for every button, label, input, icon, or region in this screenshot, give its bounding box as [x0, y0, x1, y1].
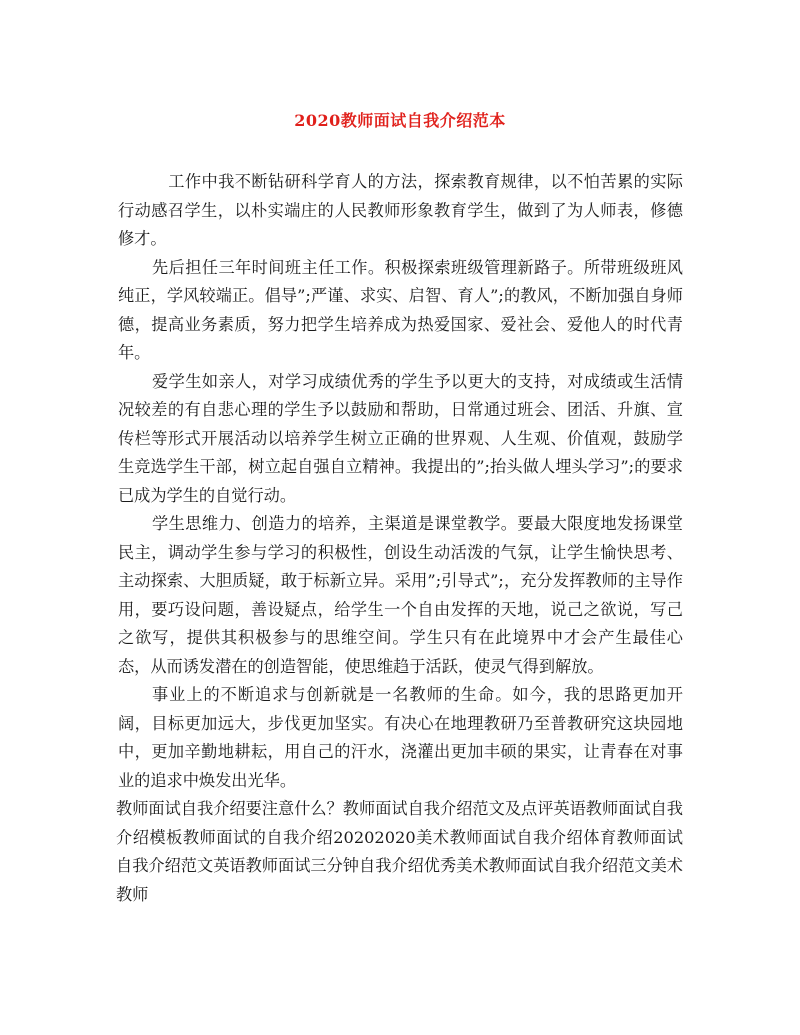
paragraph-3: 爱学生如亲人，对学习成绩优秀的学生予以更大的支持，对成绩或生活情况较差的有自悲心理的学生予以鼓励和帮助，日常通过班会、团活、升旗、宣传栏等形式开展活动以培养学生树立正确的世界观、人生观、价值观，鼓励学生竞选学生干部，树立起自强自立精神。我提出的”;抬头做人埋头学习”;的要求已成为学生的自觉行动。 [118, 371, 683, 505]
paragraph-2: 先后担任三年时间班主任工作。积极探索班级管理新路子。所带班级班风纯正，学风较端正。倡导”;严谨、求实、启智、育人”;的教风，不断加强自身师德，提高业务素质，努力把学生培养成为热爱国家、爱社会、爱他人的时代青年。 [118, 257, 683, 362]
document-title: 2020教师面试自我介绍范本 [294, 111, 506, 130]
related-articles-text: 教师面试自我介绍要注意什么？教师面试自我介绍范文及点评英语教师面试自我介绍模板教师面试的自我介绍20202020美术教师面试自我介绍体育教师面试自我介绍范文英语教师面试三分钟自我介绍优秀美术教师面试自我介绍范文美术教师 [116, 799, 683, 904]
paragraph-5: 事业上的不断追求与创新就是一名教师的生命。如今，我的思路更加开阔，目标更加远大，步伐更加坚实。有决心在地理教研乃至普教研究这块园地中，更加辛勤地耕耘，用自己的汗水，浇灌出更加丰硕的果实，让青春在对事业的追求中焕发出光华。 [118, 685, 683, 790]
document-body [118, 168, 683, 909]
paragraph-1: 工作中我不断钻研科学育人的方法，探索教育规律，以不怕苦累的实际行动感召学生，以朴实端庄的人民教师形象教育学生，做到了为人师表，修德修才。 [118, 172, 683, 248]
paragraph-4: 学生思维力、创造力的培养，主渠道是课堂教学。要最大限度地发扬课堂民主，调动学生参与学习的积极性，创设生动活泼的气氛，让学生愉快思考、主动探索、大胆质疑，敢于标新立异。采用”;引导式”;，充分发挥教师的主导作用，要巧设问题，善设疑点，给学生一个自由发挥的天地，说己之欲说，写己之欲写，提供其积极参与的思维空间。学生只有在此境界中才会产生最佳心态，从而诱发潜在的创造智能，使思维趋于活跃，使灵气得到解放。 [118, 514, 683, 676]
